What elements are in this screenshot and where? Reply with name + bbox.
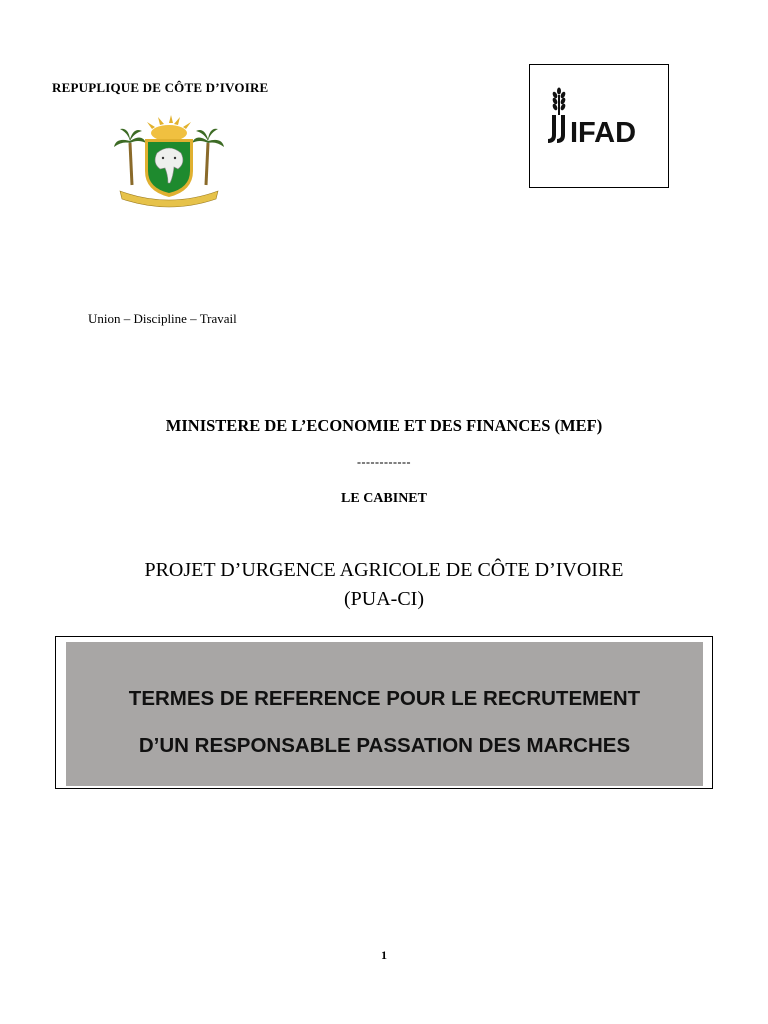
project-title-line-1: PROJET D’URGENCE AGRICOLE DE CÔTE D’IVOIRE	[144, 559, 624, 581]
tor-title-line-2: D’UN RESPONSABLE PASSATION DES MARCHES	[138, 734, 631, 757]
page-number: 1	[381, 948, 387, 962]
coat-of-arms-icon	[112, 113, 226, 209]
ifad-logo	[529, 64, 669, 188]
national-motto: Union – Discipline – Travail	[88, 311, 237, 326]
republic-title: REPUPLIQUE DE CÔTE D’IVOIRE	[52, 80, 269, 95]
ifad-logo-text: IFAD	[570, 117, 637, 147]
cabinet-label: LE CABINET	[341, 491, 427, 506]
tor-title-band	[66, 642, 703, 786]
project-title	[0, 556, 768, 614]
separator-line: ------------	[357, 455, 411, 469]
tor-title-line-1: TERMES DE REFERENCE POUR LE RECRUTEMENT	[128, 687, 641, 710]
project-title-line-2: (PUA-CI)	[344, 588, 424, 610]
ministry-title: MINISTERE DE L’ECONOMIE ET DES FINANCES (MEF)	[165, 416, 603, 435]
